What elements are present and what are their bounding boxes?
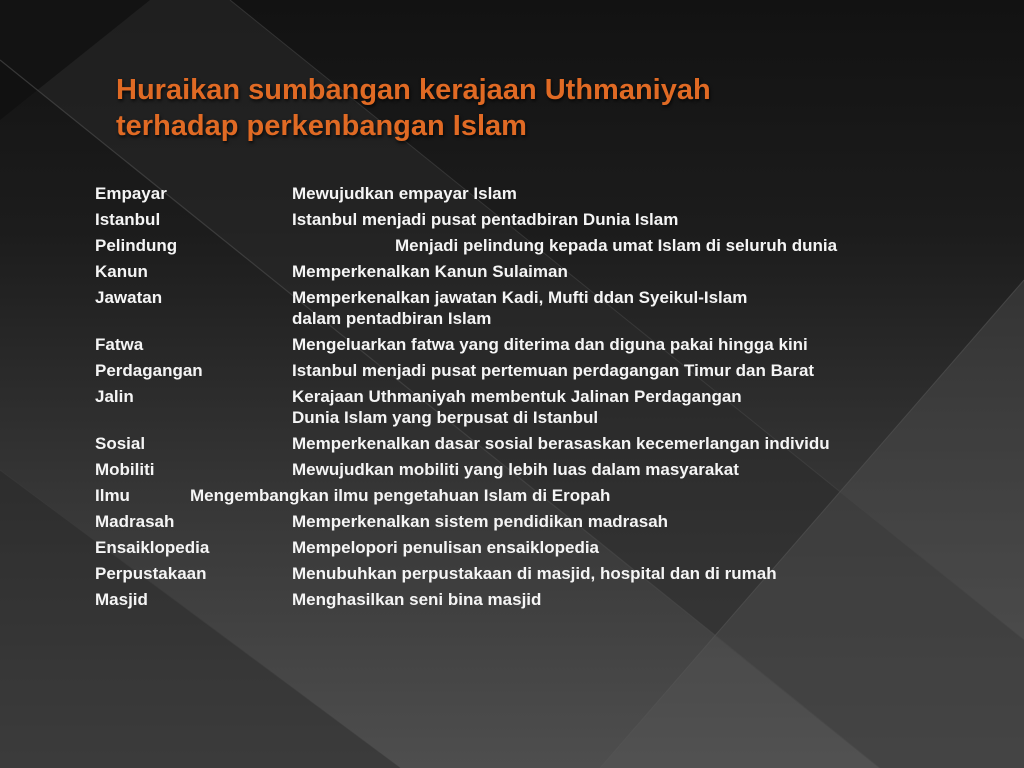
item-term: Jawatan	[95, 288, 163, 307]
item-term: Empayar	[95, 184, 167, 203]
item-description: Mengembangkan ilmu pengetahuan Islam di Eropah	[190, 486, 611, 505]
list-item	[95, 433, 995, 454]
item-description: Memperkenalkan dasar sosial berasaskan kecemerlangan individu	[292, 434, 830, 453]
item-term: Istanbul	[95, 210, 161, 229]
list-item	[95, 360, 995, 381]
list-item	[95, 537, 995, 558]
list-item	[95, 209, 995, 230]
contribution-list	[95, 183, 995, 615]
item-description: Memperkenalkan Kanun Sulaiman	[292, 262, 568, 281]
item-description: Istanbul menjadi pusat pentadbiran Dunia Islam	[292, 210, 679, 229]
item-description: Menjadi pelindung kepada umat Islam di seluruh dunia	[395, 236, 838, 255]
item-term: Ensaiklopedia	[95, 538, 210, 557]
list-item	[95, 563, 995, 584]
item-term: Ilmu	[95, 486, 130, 505]
list-item	[95, 511, 995, 532]
list-item	[95, 287, 995, 329]
item-term: Perpustakaan	[95, 564, 207, 583]
item-description: Memperkenalkan jawatan Kadi, Mufti ddan Syeikul-Islam dalam pentadbiran Islam	[292, 288, 748, 328]
item-description: Kerajaan Uthmaniyah membentuk Jalinan Perdagangan Dunia Islam yang berpusat di Istanbul	[292, 387, 742, 427]
list-item	[95, 183, 995, 204]
list-item	[95, 235, 995, 256]
item-description: Menghasilkan seni bina masjid	[292, 590, 542, 609]
slide-title-line-1: Huraikan sumbangan kerajaan Uthmaniyah	[116, 74, 711, 106]
item-description: Menubuhkan perpustakaan di masjid, hospital dan di rumah	[292, 564, 777, 583]
slide-title-line-2: terhadap perkenbangan Islam	[116, 110, 527, 142]
item-term: Kanun	[95, 262, 148, 281]
list-item	[95, 334, 995, 355]
item-description: Istanbul menjadi pusat pertemuan perdagangan Timur dan Barat	[292, 361, 815, 380]
slide-title	[116, 72, 916, 144]
item-description: Mewujudkan mobiliti yang lebih luas dalam masyarakat	[292, 460, 739, 479]
item-description: Mengeluarkan fatwa yang diterima dan diguna pakai hingga kini	[292, 335, 808, 354]
item-term: Fatwa	[95, 335, 144, 354]
item-term: Madrasah	[95, 512, 175, 531]
item-description: Mewujudkan empayar Islam	[292, 184, 517, 203]
item-term: Jalin	[95, 387, 134, 406]
item-description: Memperkenalkan sistem pendidikan madrasah	[292, 512, 669, 531]
item-term: Masjid	[95, 590, 148, 609]
list-item	[95, 459, 995, 480]
list-item	[95, 589, 995, 610]
list-item	[95, 261, 995, 282]
list-item	[95, 386, 995, 428]
item-term: Sosial	[95, 434, 146, 453]
item-description: Mempelopori penulisan ensaiklopedia	[292, 538, 600, 557]
item-term: Perdagangan	[95, 361, 203, 380]
item-term: Mobiliti	[95, 460, 155, 479]
item-term: Pelindung	[95, 236, 178, 255]
list-item	[95, 485, 995, 506]
